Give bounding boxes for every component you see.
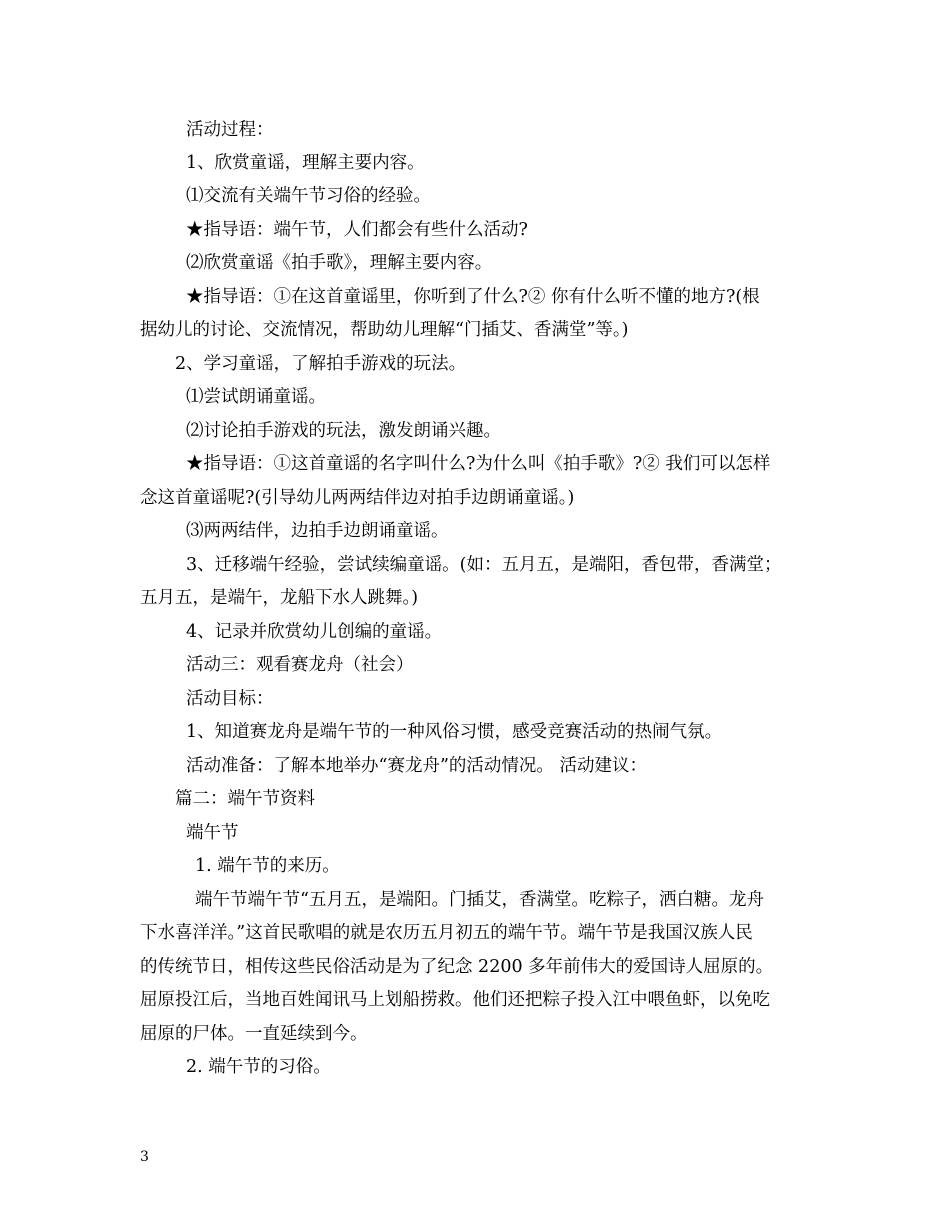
text-line: 1、知道赛龙舟是端午节的一种风俗习惯，感受竞赛活动的热闹气氛。 xyxy=(186,722,723,742)
text-line: 2、学习童谣，了解拍手游戏的玩法。 xyxy=(175,354,467,374)
text-line: ⑵欣赏童谣《拍手歌》，理解主要内容。 xyxy=(186,253,493,273)
text-line: 2. 端午节的习俗。 xyxy=(186,1057,331,1077)
text-line: 屈原的尸体。一直延续到今。 xyxy=(140,1024,368,1044)
section-heading: 端午节 xyxy=(186,823,239,843)
text-line: 活动过程： xyxy=(186,120,274,140)
text-line: ★指导语：①在这首童谣里，你听到了什么?② 你有什么听不懂的地方?(根 xyxy=(186,287,760,307)
text-line: 1. 端午节的来历。 xyxy=(195,856,340,876)
text-line: 1、欣赏童谣，理解主要内容。 xyxy=(186,153,425,173)
section-heading: 篇二：端午节资料 xyxy=(175,789,315,809)
text-line: ⑵讨论拍手游戏的玩法，激发朗诵兴趣。 xyxy=(186,421,501,441)
text-line: 的传统节日，相传这些民俗活动是为了纪念 2200 多年前伟大的爱国诗人屈原的。 xyxy=(140,957,774,977)
page-number: 3 xyxy=(140,1149,149,1165)
text-line: 活动三：观看赛龙舟（社会） xyxy=(186,655,414,675)
text-line: ⑴交流有关端午节习俗的经验。 xyxy=(186,186,431,206)
text-line: 活动目标： xyxy=(186,689,274,709)
text-line: ⑴尝试朗诵童谣。 xyxy=(186,387,326,407)
text-line: ⑶两两结伴，边拍手边朗诵童谣。 xyxy=(186,521,449,541)
text-line: 4、记录并欣赏幼儿创编的童谣。 xyxy=(186,622,443,642)
text-line: 屈原投江后，当地百姓闻讯马上划船捞救。他们还把粽子投入江中喂鱼虾，以免吃 xyxy=(140,990,770,1010)
text-line: 据幼儿的讨论、交流情况，帮助幼儿理解“门插艾、香满堂”等。) xyxy=(140,320,629,340)
text-line: ★指导语：①这首童谣的名字叫什么?为什么叫《拍手歌》?② 我们可以怎样 xyxy=(186,454,771,474)
text-line: 活动准备：了解本地举办“赛龙舟”的活动情况。 活动建议： xyxy=(186,756,647,776)
text-line: 念这首童谣呢?(引导幼儿两两结伴边对拍手边朗诵童谣。) xyxy=(140,488,575,508)
text-line: 下水喜洋洋。”这首民歌唱的就是农历五月初五的端午节。端午节是我国汉族人民 xyxy=(140,923,753,943)
text-line: 端午节端午节“五月五，是端阳。门插艾，香满堂。吃粽子，洒白糖。龙舟 xyxy=(195,890,764,910)
text-line: 五月五，是端午，龙船下水人跳舞。) xyxy=(140,588,419,608)
text-line: 3、迁移端午经验，尝试续编童谣。(如：五月五，是端阳，香包带，香满堂； xyxy=(186,555,782,575)
text-line: ★指导语：端午节，人们都会有些什么活动? xyxy=(186,220,528,240)
